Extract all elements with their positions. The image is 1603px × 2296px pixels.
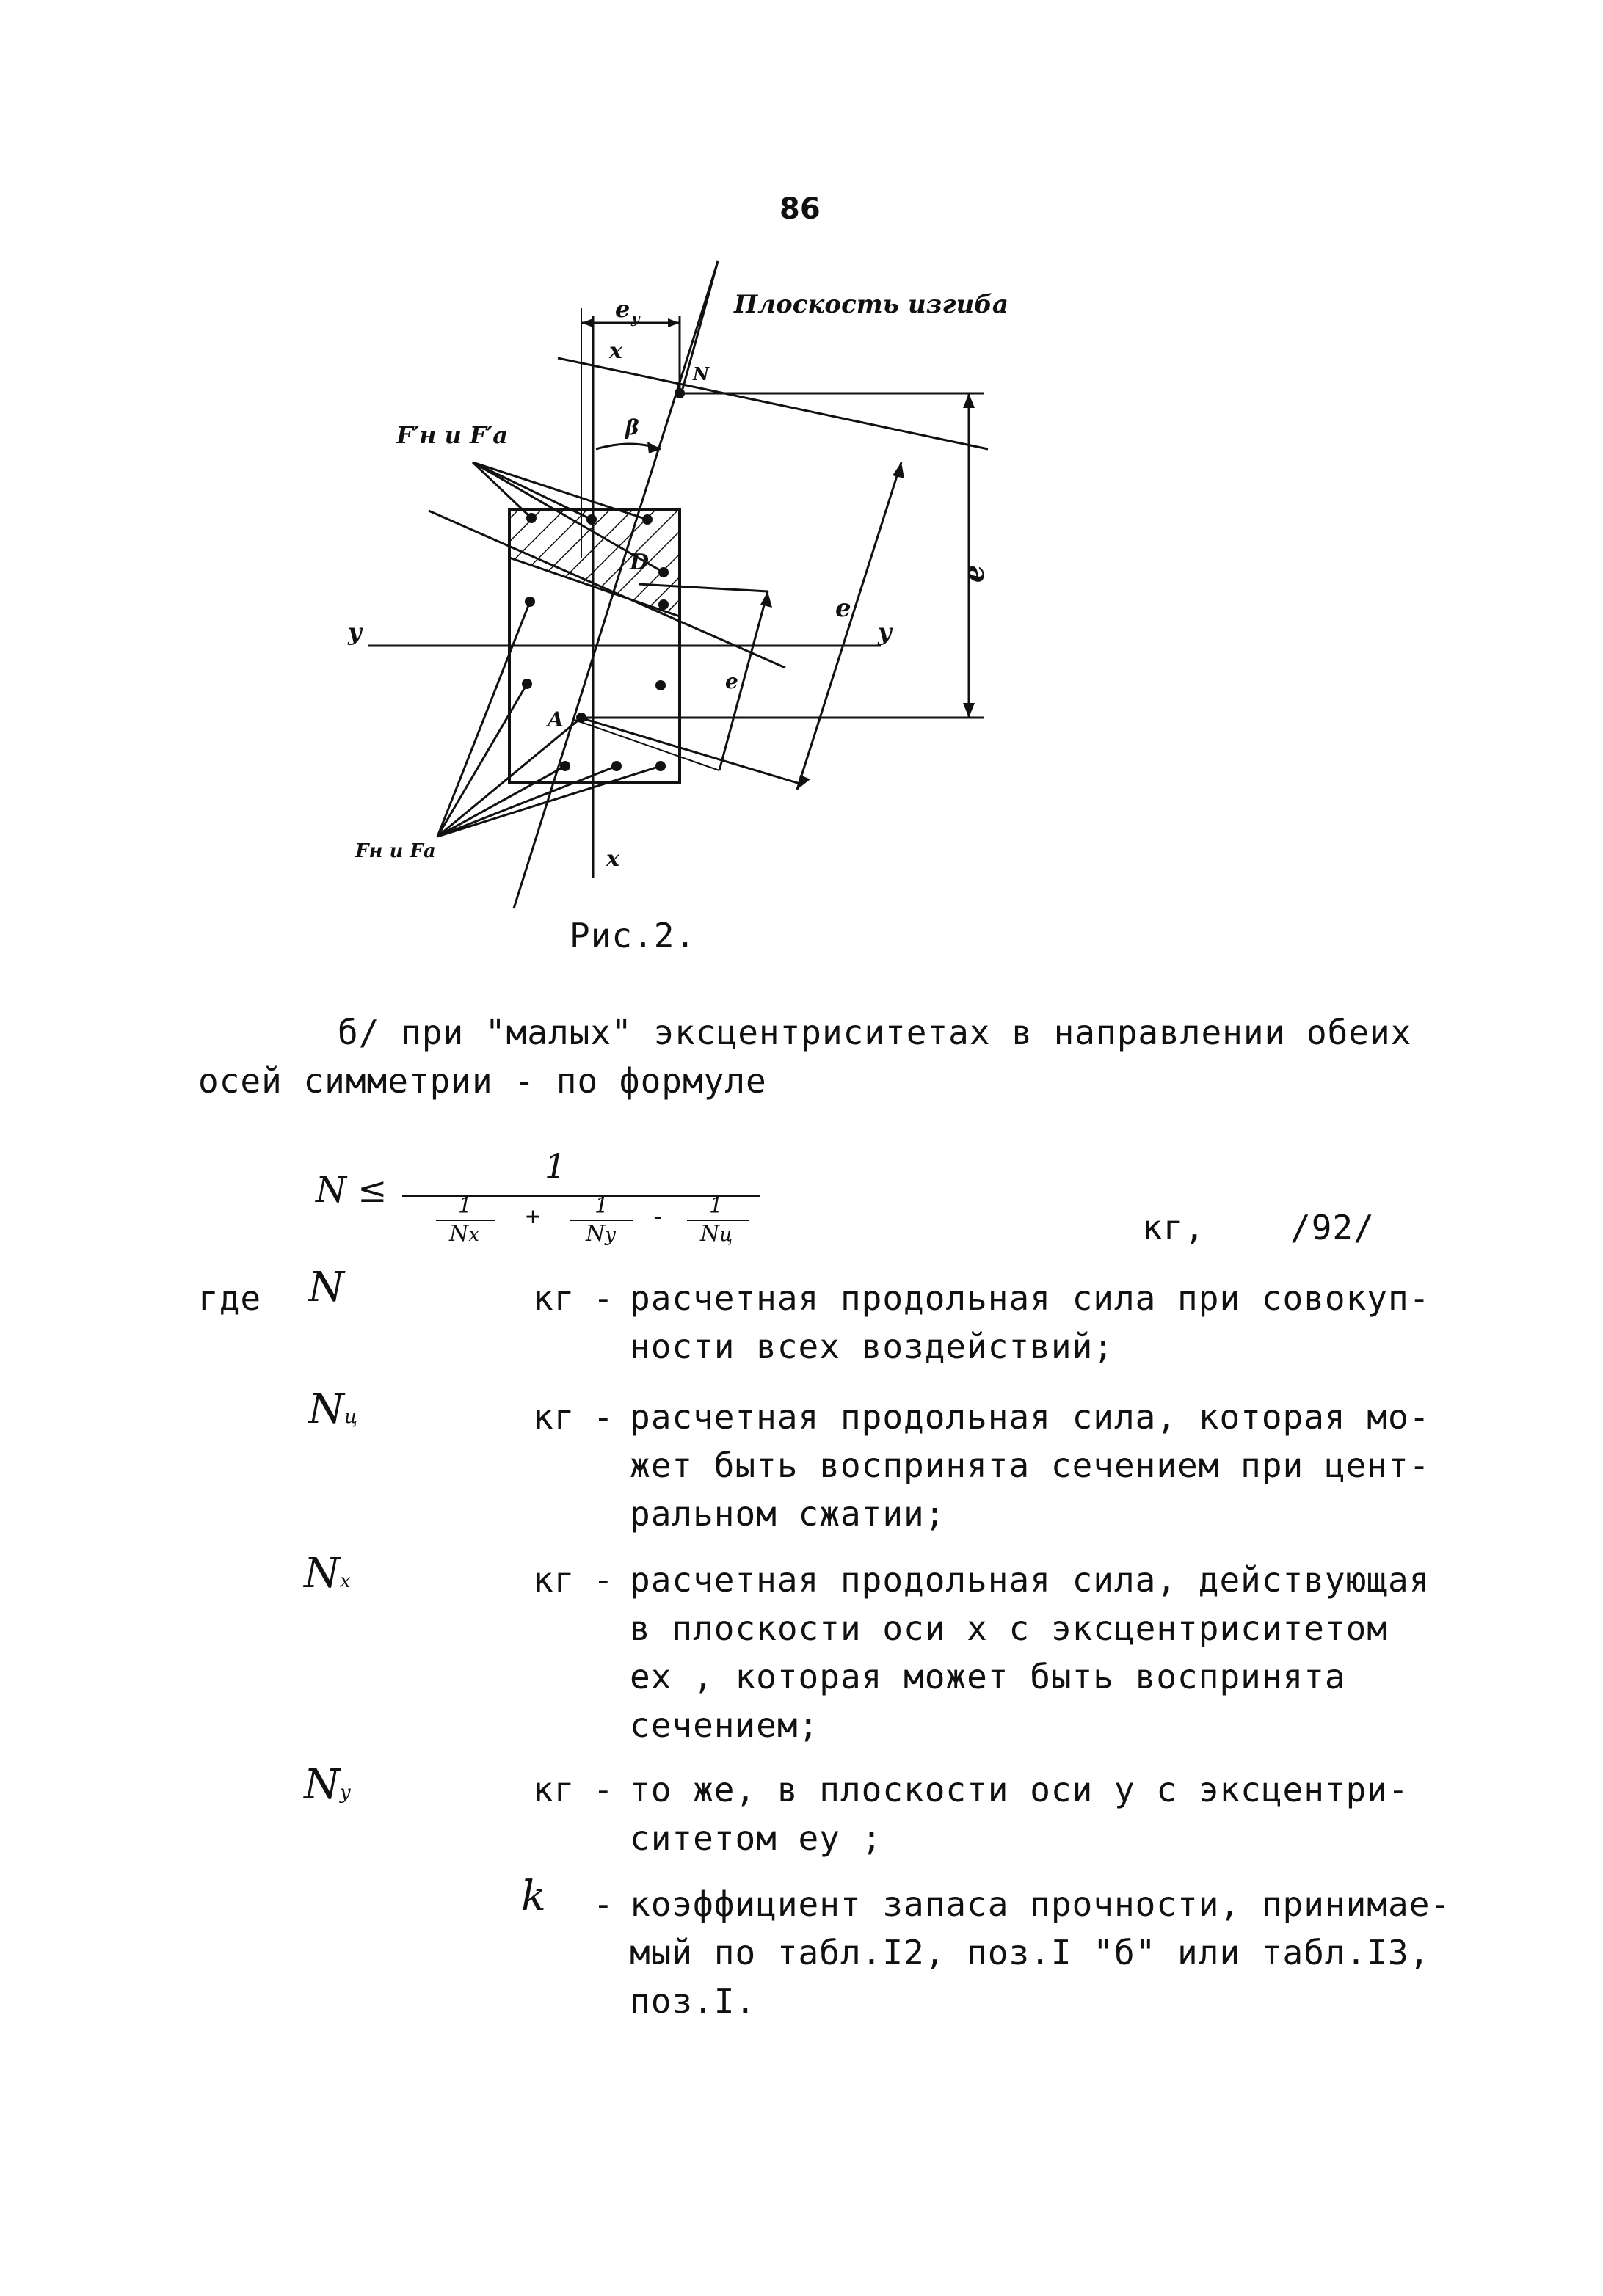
- compression-zone: [509, 509, 680, 616]
- term3-den: Nц: [700, 1221, 733, 1247]
- def-text-line: мый по табл.I2, поз.I "б" или табл.I3,: [630, 1933, 1431, 1972]
- def-text-line: жет быть воспринята сечением при цент-: [630, 1446, 1431, 1485]
- x-label-bottom: x: [606, 846, 619, 872]
- x-label-top: x: [609, 338, 622, 364]
- ey-label: e: [615, 295, 630, 323]
- formula-main-bar: [402, 1195, 760, 1197]
- def-text-line: то же, в плоскости оси y с эксцентри-: [630, 1770, 1409, 1810]
- def-dash: -: [593, 1560, 614, 1600]
- def-symbol-Nx: Nx: [304, 1550, 351, 1597]
- e-label: e: [835, 594, 851, 623]
- def-text-line: поз.I.: [630, 1981, 757, 2021]
- def-unit: кг: [533, 1278, 575, 1318]
- def-text-line: расчетная продольная сила, действующая: [630, 1560, 1431, 1600]
- def-dash: -: [593, 1770, 614, 1810]
- top-rebar-label: F′н и F′а: [396, 421, 508, 449]
- def-dash: -: [593, 1884, 614, 1924]
- term3-num: 1: [709, 1193, 724, 1219]
- point-N: [675, 388, 685, 398]
- formula-lhs: N ≤: [316, 1170, 388, 1211]
- op-plus: +: [526, 1202, 541, 1231]
- where-label: где: [198, 1278, 262, 1318]
- formula-unit: кг,: [1142, 1208, 1206, 1247]
- op-minus: -: [650, 1202, 666, 1231]
- bottom-rebar-label: Fн и Fа: [355, 840, 436, 862]
- term1-num: 1: [458, 1193, 473, 1219]
- def-symbol-N: N: [308, 1264, 344, 1311]
- def-dash: -: [593, 1397, 614, 1437]
- def-unit: кг: [533, 1560, 575, 1600]
- page-number: 86: [779, 192, 821, 226]
- def-text-line: расчетная продольная сила при совокуп-: [630, 1278, 1431, 1318]
- figure-caption: Рис.2.: [570, 916, 697, 955]
- def-symbol-Ny: Ny: [304, 1761, 351, 1809]
- intro-line-2: осей симметрии - по формуле: [198, 1061, 767, 1101]
- y-label-left: y: [348, 618, 362, 646]
- intro-line-1: б/ при "малых" эксцентриситетах в направлении обеих: [338, 1013, 1412, 1052]
- def-text-line: ральном сжатии;: [630, 1494, 946, 1534]
- term2-num: 1: [595, 1193, 609, 1219]
- eN-label: e: [725, 669, 738, 693]
- term1-den: Nx: [449, 1221, 479, 1247]
- def-text-line: расчетная продольная сила, которая мо-: [630, 1397, 1431, 1437]
- def-symbol-k: k: [521, 1873, 546, 1920]
- def-symbol-Nc: Nц: [308, 1385, 358, 1433]
- def-dash: -: [593, 1278, 614, 1318]
- def-text-line: ности всех воздействий;: [630, 1327, 1114, 1366]
- def-text-line: ситетом eу ;: [630, 1818, 883, 1858]
- ex-label: e: [957, 564, 990, 583]
- A-point-label: A: [548, 707, 564, 732]
- beta-label: β: [625, 415, 639, 440]
- N-point-label: N: [693, 363, 709, 385]
- formula-numerator: 1: [545, 1146, 567, 1186]
- def-text-line: коэффициент запаса прочности, принимае-: [630, 1884, 1452, 1924]
- figure-diagram: [0, 0, 1603, 925]
- y-label-right: y: [878, 618, 892, 646]
- def-text-line: в плоскости оси х с эксцентриситетом: [630, 1608, 1388, 1648]
- bending-plane-label: Плоскость изгиба: [734, 290, 1008, 319]
- def-unit: кг: [533, 1397, 575, 1437]
- term2-den: Ny: [586, 1221, 616, 1247]
- D-label: D: [630, 550, 650, 575]
- ey-sub: y: [631, 309, 640, 327]
- def-text-line: eх , которая может быть воспринята: [630, 1657, 1346, 1697]
- def-unit: кг: [533, 1770, 575, 1810]
- formula-number: /92/: [1290, 1208, 1375, 1247]
- def-text-line: сечением;: [630, 1705, 820, 1745]
